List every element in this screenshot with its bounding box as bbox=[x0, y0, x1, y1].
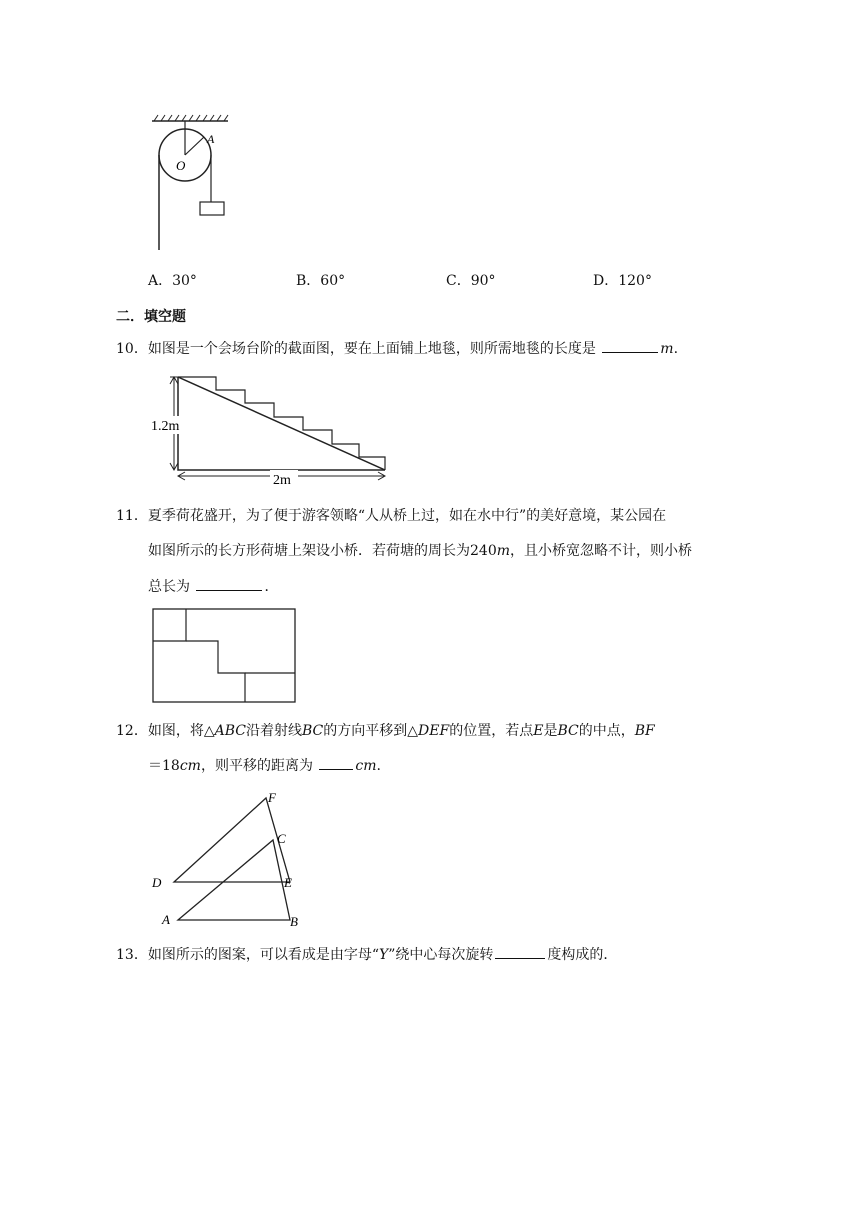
answer-blank bbox=[319, 755, 353, 770]
label-d: D bbox=[152, 875, 162, 890]
question-13: 13．如图所示的图案，可以看成是由字母“Y”绕中心每次旋转 度构成的． bbox=[116, 944, 617, 965]
option-c: C．90° bbox=[446, 273, 496, 289]
width-label: 2m bbox=[273, 473, 291, 488]
question-10: 10．如图是一个会场台阶的截面图，要在上面铺上地毯，则所需地毯的长度是 m. bbox=[116, 338, 678, 359]
answer-blank bbox=[602, 338, 658, 353]
label-o: O bbox=[176, 158, 186, 173]
label-a: A bbox=[162, 912, 170, 927]
label-c: C bbox=[277, 831, 286, 846]
label-b: B bbox=[290, 914, 298, 929]
option-a: A．30° bbox=[148, 273, 197, 289]
section-title: 二．填空题 bbox=[116, 309, 186, 325]
height-label: 1.2m bbox=[151, 419, 180, 434]
question-12-line1: 12．如图，将△ABC沿着射线BC的方向平移到△DEF的位置，若点E是BC的中点，BF bbox=[116, 723, 655, 739]
label-e: E bbox=[284, 875, 292, 890]
staircase-figure bbox=[148, 372, 390, 488]
label-f: F bbox=[268, 790, 276, 805]
option-b: B．60° bbox=[296, 273, 346, 289]
question-11-line3: 总长为 ． bbox=[148, 576, 278, 597]
question-12-line2: ＝18cm，则平移的距离为 cm. bbox=[148, 755, 381, 776]
pulley-figure bbox=[148, 112, 238, 254]
pond-figure bbox=[148, 605, 300, 707]
answer-blank bbox=[495, 944, 545, 959]
option-d: D．120° bbox=[593, 273, 652, 289]
translation-figure bbox=[148, 788, 298, 930]
answer-blank bbox=[196, 576, 262, 591]
question-11-line1: 11．夏季荷花盛开，为了便于游客领略“人从桥上过，如在水中行”的美好意境，某公园在 bbox=[116, 508, 667, 524]
question-11-line2: 如图所示的长方形荷塘上架设小桥．若荷塘的周长为240m，且小桥宽忽略不计，则小桥 bbox=[148, 543, 693, 559]
label-a: A bbox=[207, 132, 215, 146]
